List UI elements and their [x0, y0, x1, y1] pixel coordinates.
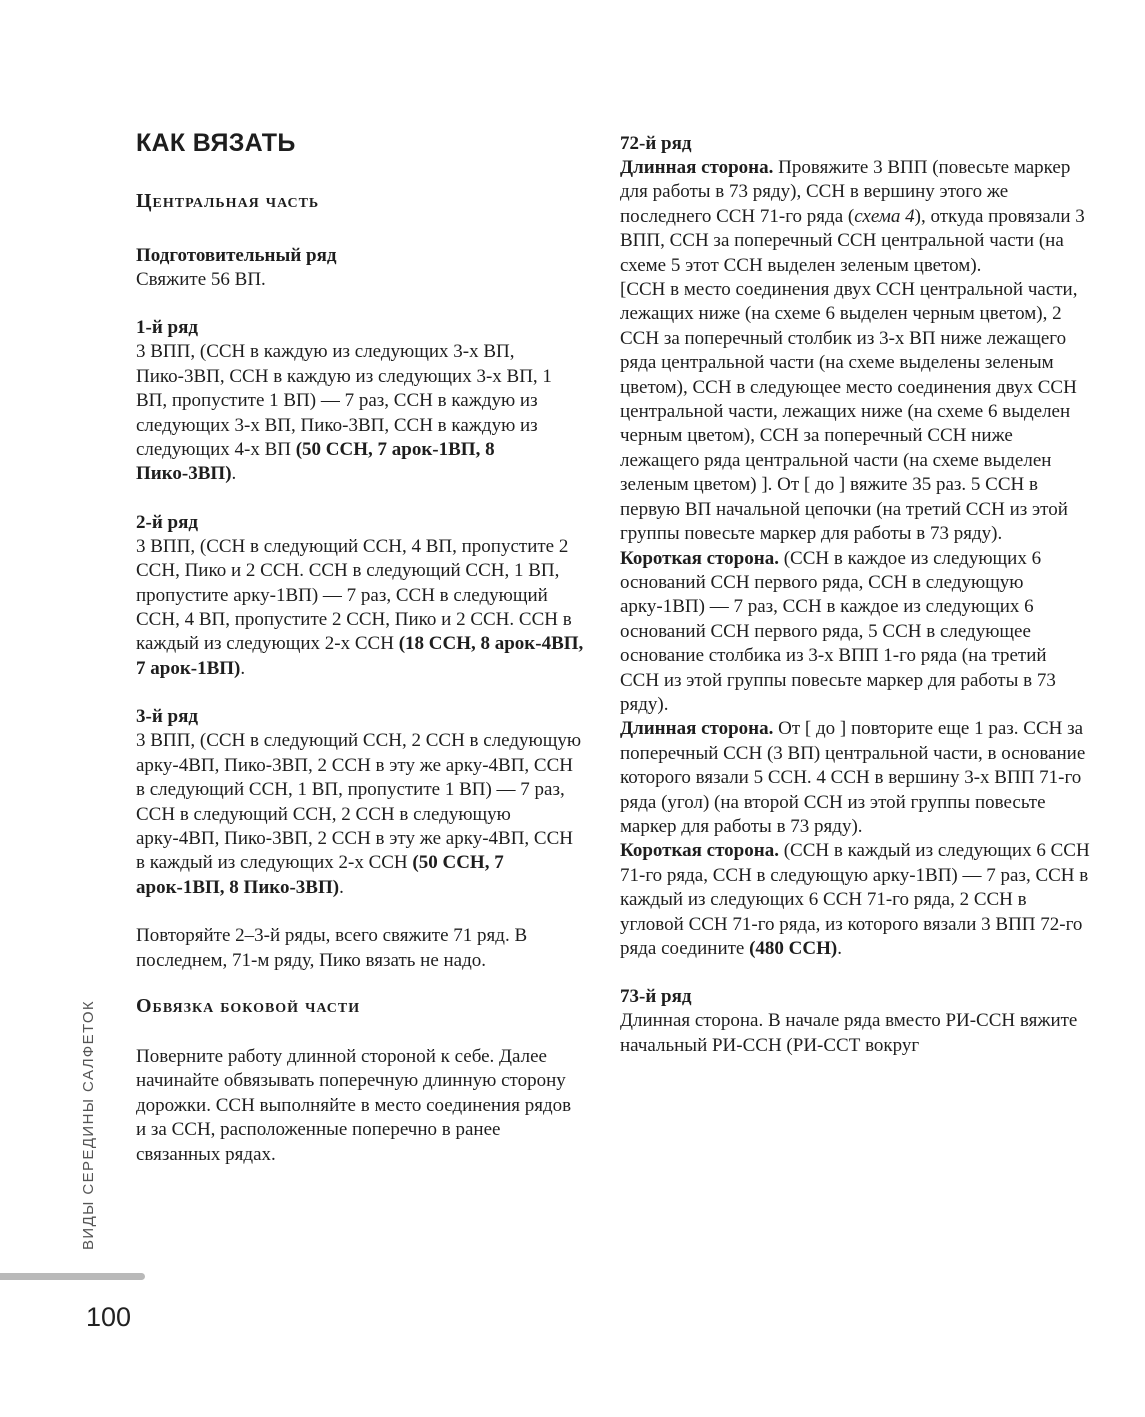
prep-row-heading: Подготовительный ряд [136, 245, 337, 266]
page-number: 100 [86, 1302, 132, 1332]
section-heading-central: Центральная часть [136, 190, 320, 212]
page-tab-bar [0, 1273, 145, 1280]
row-3-totals: (50 ССН, 7 арок-1ВП, 8 Пико-3ВП) [136, 852, 504, 898]
row-72-short-side-2: Короткая сторона. (ССН в каждый из следующих 6 ССН 71-го ряда, ССН в следующую арку-1ВП) — 7 раз, ССН в каждый из следующих 6 ССН 71-го ряда, 2 ССН в угловой ССН 71-го ряда, из которого вязали 3 ВПП 72-го ряда соедините (480 ССН). [620, 840, 1090, 959]
row-72-bracket-repeat: [ССН в место соединения двух ССН центральной части, лежащих ниже (на схеме 6 выделен черным цветом), 2 ССН за поперечный столбик из 3-х ВП ниже лежащего ряда центральной части (на схеме выделены зеленым цветом), ССН в следующее место соединения двух ССН центральной части, лежащих ниже (на схеме 6 выделен черным цветом), ССН за поперечный ССН ниже лежащего ряда центральной части (на схеме выделен зеленым цветом) ]. От [ до ] вяжите 35 раз. 5 ССН в первую ВП начальной цепочки (на третий ССН из этой группы повесьте маркер для работы в 73 ряду). [620, 279, 1078, 545]
row-72-long-side-2: Длинная сторона. От [ до ] повторите еще 1 раз. ССН за поперечный ССН (3 ВП) центральной части, в основание которого вязали 5 ССН. 4 ССН в вершину 3-х ВПП 71-го ряда (угол) (на второй ССН из этой группы повесьте маркер для работы в 73 ряду). [620, 718, 1086, 837]
row-1-totals: (50 ССН, 7 арок-1ВП, 8 Пико-3ВП) [136, 439, 495, 485]
side-binding-text: Поверните работу длинной стороной к себе. Далее начинайте обвязывать поперечную длинную сторону дорожки. ССН выполняйте в место соединения рядов и за ССН, расположенные поперечно в ранее связанных рядах. [136, 1045, 572, 1165]
section-heading-side: Обвязка боковой части [136, 994, 361, 1017]
row-72-long-side-1: Длинная сторона. Провяжите 3 ВПП (повесьте маркер для работы в 73 ряду), ССН в вершину этого же последнего ССН 71-го ряда (схема 4), откуда провязали 3 ВПП, ССН за поперечный ССН центральной части (на схеме 5 этот ССН выделен зеленым цветом). [620, 157, 1085, 276]
row-2-text: 3 ВПП, (ССН в следующий ССН, 4 ВП, пропустите 2 ССН, Пико и 2 ССН. ССН в следующий ССН, 1 ВП, пропустите арку-1ВП) — 7 раз, ССН в следующий ССН, 4 ВП, пропустите 2 ССН, Пико и 2 ССН. ССН в каждый из следующих 2-х ССН (18 ССН, 8 арок-4ВП, 7 арок-1ВП). [136, 535, 584, 679]
row-2-heading: 2-й ряд [136, 511, 198, 533]
page-heading: КАК ВЯЗАТЬ [136, 129, 296, 157]
row-1-heading: 1-й ряд [136, 317, 198, 339]
row-2-totals: (18 ССН, 8 арок-4ВП, 7 арок-1ВП) [136, 633, 584, 679]
row-3-heading: 3-й ряд [136, 706, 198, 728]
row-73-text: Длинная сторона. В начале ряда вместо РИ-ССН вяжите начальный РИ-ССН (РИ-ССТ вокруг [620, 1010, 1078, 1056]
row-1-text: 3 ВПП, (ССН в каждую из следующих 3-х ВП, Пико-3ВП, ССН в каждую из следующих 3-х ВП, 1 ВП, пропустите 1 ВП) — 7 раз, ССН в каждую из следующих 3-х ВП, Пико-3ВП, ССН в каждую из следующих 4-х ВП (50 ССН, 7 арок-1ВП, 8 Пико-3ВП). [136, 341, 552, 485]
row-72-heading: 72-й ряд [620, 133, 692, 154]
left-column [136, 128, 586, 1167]
row-72-totals: (480 ССН) [749, 938, 838, 959]
row-73-heading: 73-й ряд [620, 986, 692, 1008]
repeat-instructions: Повторяйте 2–3-й ряды, всего свяжите 71 ряд. В последнем, 71-м ряду, Пико вязать не надо. [136, 925, 528, 971]
prep-row-text: Свяжите 56 ВП. [136, 269, 266, 290]
running-header-vertical: ВИДЫ СЕРЕДИНЫ САЛФЕТОК [80, 999, 97, 1250]
row-3-text: 3 ВПП, (ССН в следующий ССН, 2 ССН в следующую арку-4ВП, Пико-3ВП, 2 ССН в эту же арку-4ВП, ССН в следующий ССН, 1 ВП, пропустите 1 ВП) — 7 раз, ССН в следующий ССН, 2 ССН в следующую арку-4ВП, Пико-3ВП, 2 ССН в эту же арку-4ВП, ССН в каждый из следующих 2-х ССН (50 ССН, 7 арок-1ВП, 8 Пико-3ВП). [136, 730, 582, 898]
row-72-short-side-1: Короткая сторона. (ССН в каждое из следующих 6 оснований ССН первого ряда, ССН в следующую арку-1ВП) — 7 раз, ССН в каждое из следующих 6 оснований ССН первого ряда, 5 ССН в следующее основание столбика из 3-х ВПП 1-го ряда (на третий ССН из этой группы повесьте маркер для работы в 73 ряду). [620, 547, 1056, 715]
right-column [620, 128, 1090, 1058]
